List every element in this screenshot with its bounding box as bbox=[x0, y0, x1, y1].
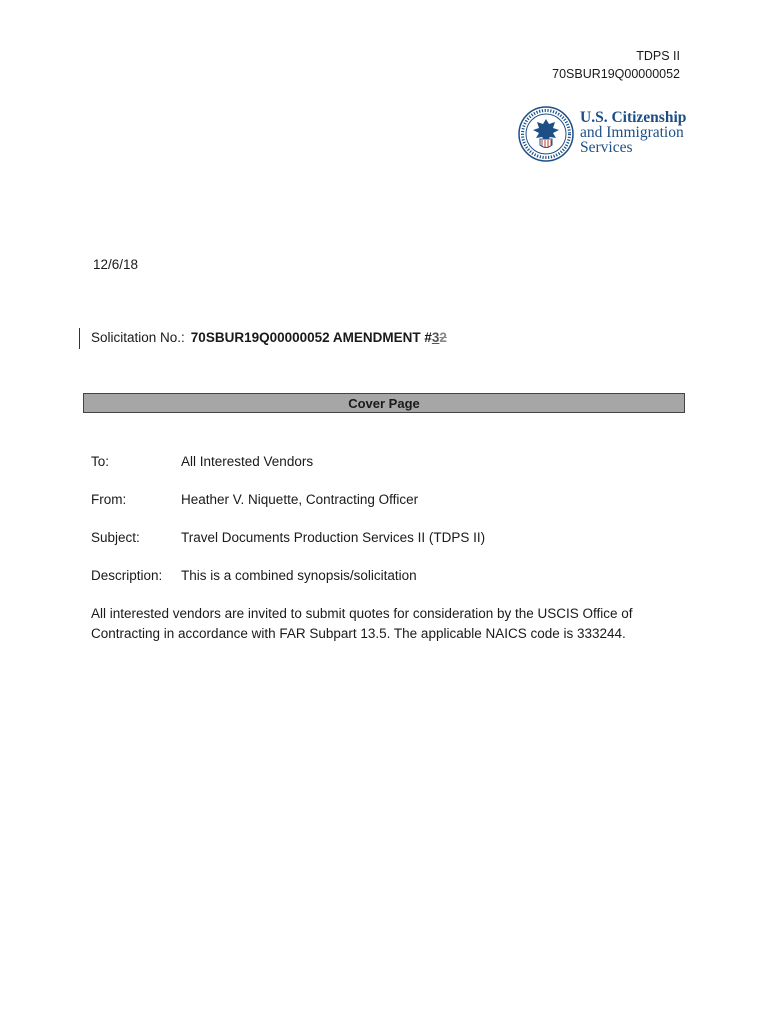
body-paragraph: All interested vendors are invited to submit quotes for consideration by the USCIS Office of Contracting in accordance with FAR Subpart 13.5. The applicable NAICS code is 333244. bbox=[91, 606, 633, 641]
amendment-inserted: 3 bbox=[431, 330, 440, 345]
logo-line-1: U.S. Citizenship bbox=[580, 109, 687, 126]
logo-line-2: and Immigration bbox=[580, 124, 684, 141]
field-label: From: bbox=[91, 492, 127, 507]
field-label: Description: bbox=[91, 568, 163, 583]
logo-wordmark bbox=[580, 110, 686, 155]
field-value: Travel Documents Production Services II (TDPS II) bbox=[181, 530, 486, 545]
field-value: All Interested Vendors bbox=[181, 454, 314, 469]
field-value: This is a combined synopsis/solicitation bbox=[181, 568, 417, 583]
logo-line-3: Services bbox=[580, 139, 633, 156]
header-solicitation-number: 70SBUR19Q00000052 bbox=[552, 67, 680, 81]
field-value: Heather V. Niquette, Contracting Officer bbox=[181, 492, 419, 507]
field-label: Subject: bbox=[91, 530, 140, 545]
solicitation-line bbox=[91, 330, 447, 345]
solicitation-label: Solicitation No.: bbox=[91, 330, 185, 345]
revision-change-bar bbox=[79, 328, 80, 349]
header-program: TDPS II bbox=[636, 49, 680, 63]
field-label: To: bbox=[91, 454, 110, 469]
uscis-logo bbox=[518, 106, 708, 164]
solicitation-number: 70SBUR19Q00000052 AMENDMENT # bbox=[190, 330, 432, 345]
document-date: 12/6/18 bbox=[93, 257, 139, 272]
dhs-seal-icon bbox=[518, 106, 574, 162]
document-header bbox=[552, 47, 680, 83]
amendment-deleted: 2 bbox=[439, 330, 447, 345]
cover-page-title: Cover Page bbox=[83, 393, 685, 413]
